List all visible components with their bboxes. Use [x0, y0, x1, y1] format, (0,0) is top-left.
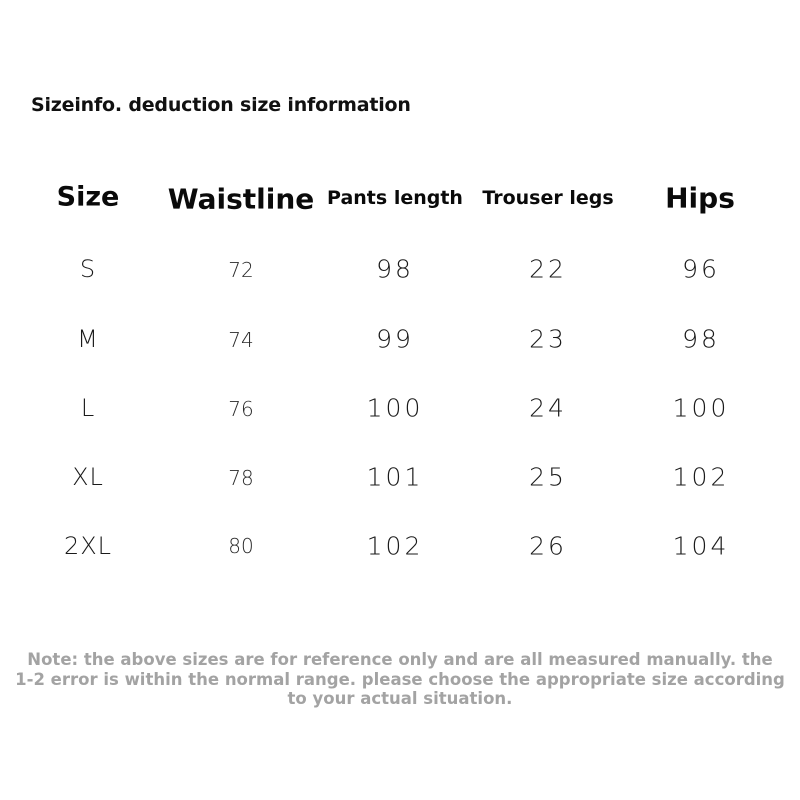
table-cell-hips: 96: [682, 254, 720, 284]
table-cell-trouser-legs: 24: [529, 393, 567, 423]
table-cell-hips: 104: [672, 531, 730, 561]
table-cell-pants-length: 102: [366, 531, 424, 561]
table-cell-size: 2XL: [63, 532, 113, 560]
table-cell-waistline: 72: [228, 258, 254, 282]
table-cell-waistline: 74: [228, 328, 254, 352]
table-cell-trouser-legs: 26: [529, 531, 567, 561]
table-cell-waistline: 76: [228, 397, 254, 421]
table-cell-size: S: [79, 255, 97, 283]
table-cell-pants-length: 100: [366, 393, 424, 423]
table-cell-pants-length: 101: [366, 462, 424, 492]
table-cell-waistline: 80: [228, 534, 254, 558]
table-cell-pants-length: 99: [376, 324, 414, 354]
header-pants-length: Pants length: [327, 187, 463, 209]
note-line: to your actual situation.: [287, 689, 513, 708]
table-cell-size: M: [77, 325, 99, 353]
table-cell-trouser-legs: 23: [529, 324, 567, 354]
table-cell-hips: 100: [672, 393, 730, 423]
header-size: Size: [56, 181, 120, 213]
table-cell-size: L: [80, 394, 96, 422]
table-cell-waistline: 78: [228, 466, 254, 490]
note-line: Note: the above sizes are for reference only and are all measured manually. the: [27, 650, 773, 669]
table-cell-size: XL: [72, 463, 104, 491]
table-cell-trouser-legs: 22: [529, 254, 567, 284]
disclaimer-note: [14, 650, 786, 709]
page-title: Sizeinfo. deduction size information: [31, 94, 411, 116]
note-line: 1-2 error is within the normal range. please choose the appropriate size according: [15, 669, 785, 689]
header-waistline: Waistline: [167, 182, 315, 216]
table-cell-hips: 98: [682, 324, 720, 354]
header-hips: Hips: [665, 181, 735, 215]
table-cell-trouser-legs: 25: [529, 462, 567, 492]
header-trouser-legs: Trouser legs: [482, 187, 614, 209]
table-cell-hips: 102: [672, 462, 730, 492]
table-cell-pants-length: 98: [376, 254, 414, 284]
